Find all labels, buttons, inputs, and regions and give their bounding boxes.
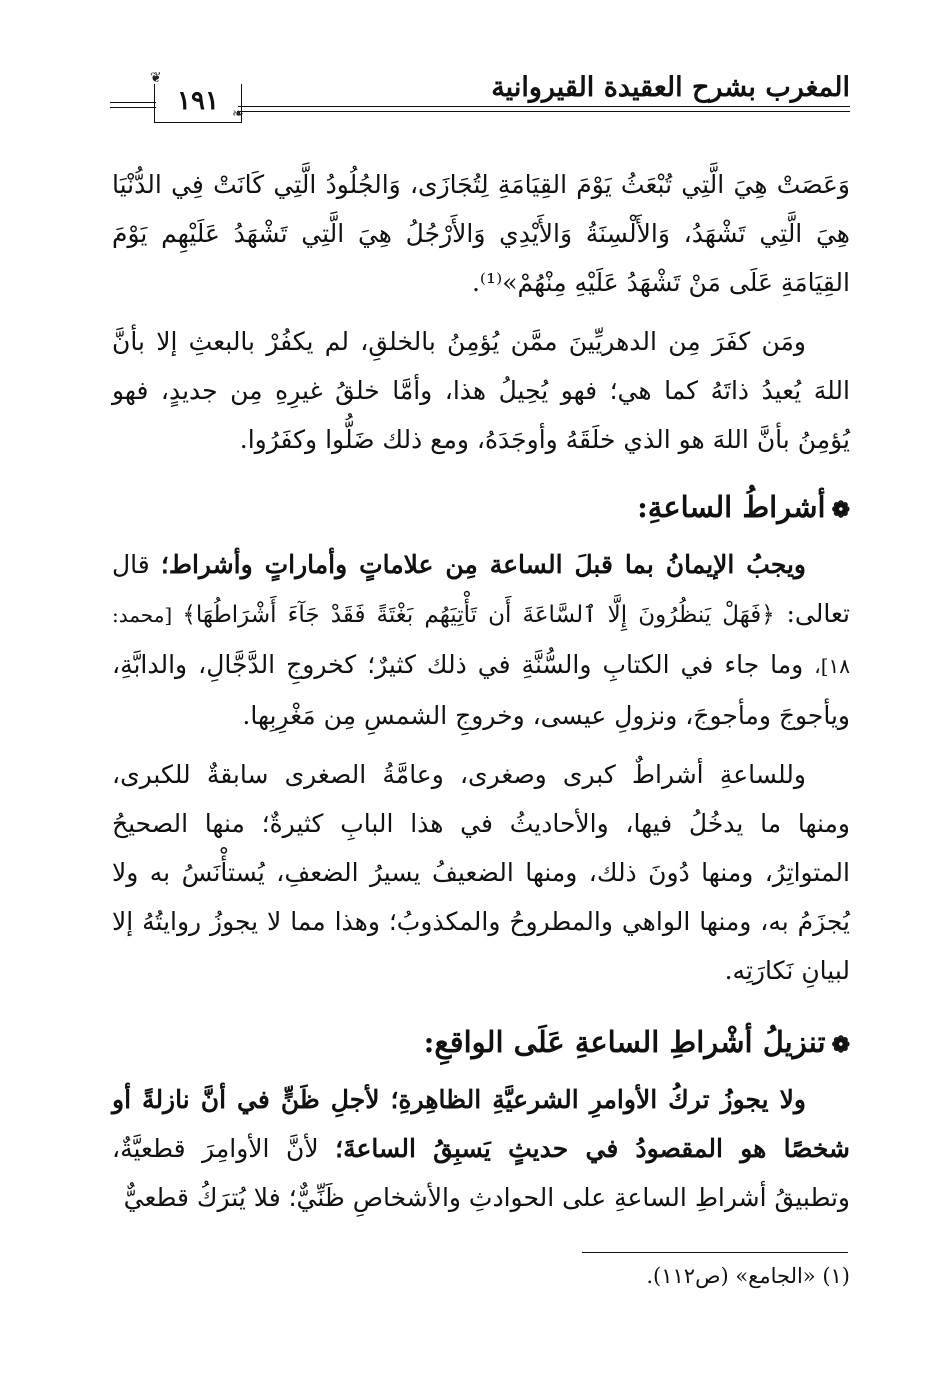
- text-block-1: [112, 160, 850, 464]
- verse-reference: [محمد: ١٨]،: [112, 603, 850, 678]
- running-header: [110, 70, 850, 122]
- quran-verse: ﴿فَهَلْ يَنظُرُونَ إِلَّا ٱلسَّاعَةَ أَن تَأْتِيَهُم بَغْتَةً فَقَدْ جَآءَ أَشْرَاطُهَا﴾: [182, 602, 775, 628]
- header-rule: [238, 111, 850, 112]
- text: لأنَّ الأوامِرَ قطعيَّةٌ، وتطبيقُ أشراطِ الساعةِ على الحوادثِ والأشخاصِ ظَنِّيٌّ؛ فلا يُترَكُ قطعيٌّ: [112, 1134, 850, 1212]
- header-rule: [110, 102, 156, 103]
- footnote-rule: [582, 1252, 848, 1253]
- ornament-icon: ❧: [232, 106, 244, 122]
- ornament-icon: ❦: [150, 70, 162, 86]
- header-rule: [110, 107, 156, 108]
- paragraph: ومَن كفَرَ مِن الدهريِّينَ ممَّن يُؤمِنُ بالخلقِ، لم يكفُرْ بالبعثِ إلا بأنَّ اللهَ يُعيدُ ذاتَهُ كما هي؛ فهو يُحِيلُ هذا، وأمَّا خلقُ غيرِهِ مِن جديدٍ، فهو يُؤمِنُ بأنَّ اللهَ هو الذي خلَقَهُ وأوجَدَهُ، ومع ذلك ضَلُّوا وكفَرُوا.: [112, 327, 850, 454]
- paragraph: [112, 1075, 850, 1222]
- text: قال تعالى:: [112, 550, 850, 628]
- bold-text: ويجبُ الإيمانُ بما قبلَ الساعة مِن علاماتٍ وأماراتٍ وأشراط؛: [160, 550, 806, 579]
- text-block-2: [112, 540, 850, 995]
- page-number: ١٩١: [154, 84, 242, 123]
- flower-icon: ❁: [831, 497, 850, 523]
- paragraph: وَعَصَتْ هِيَ الَّتِي تُبْعَثُ يَوْمَ القِيَامَةِ لِتُجَازَى، وَالجُلُودُ الَّتِي كَانَتْ فِي الدُّنْيَا هِيَ الَّتِي تَشْهَدُ، وَالأَلْسِنَةُ وَالأَيْدِي وَالأَرْجُلُ هِيَ الَّتِي تَشْهَدُ عَلَيْهِم يَوْمَ القِيَامَةِ عَلَى مَنْ تَشْهَدُ عَلَيْهِ مِنْهُمْ»⁽¹⁾.: [112, 170, 850, 297]
- paragraph: وللساعةِ أشراطٌ كبرى وصغرى، وعامَّةُ الصغرى سابقةٌ للكبرى، ومنها ما يدخُلُ فيها، والأحاديثُ في هذا البابِ كثيرةٌ؛ منها الصحيحُ المتواتِرُ، ومنها دُونَ ذلك، ومنها الضعيفُ يسيرُ الضعفِ، يُستأْنَسُ به ولا يُجزَمُ به، ومنها الواهي والمطروحُ والمكذوبُ؛ وهذا مما لا يجوزُ روايتُهُ إلا لبيانِ نَكارَتِه.: [112, 760, 850, 985]
- flower-icon: ❁: [831, 1032, 850, 1058]
- section-heading-text: تنزيلُ أشْراطِ الساعةِ عَلَى الواقعِ:: [423, 1025, 826, 1059]
- footnote: (١) «الجامع» (ص١١٢).: [646, 1264, 850, 1288]
- section-heading: [637, 490, 850, 524]
- section-heading-text: أشراطُ الساعةِ:: [637, 490, 826, 524]
- book-title: المغرب بشرح العقيدة القيروانية: [491, 72, 850, 103]
- bold-text: ولا يجوزُ تركُ الأوامرِ الشرعيَّةِ الظاهِرةِ؛ لأجلِ ظَنٍّ في أنَّ نازلةً أو شخصًا هو المقصودُ في حديثٍ يَسبِقُ الساعةَ؛: [112, 1085, 850, 1163]
- text-block-3: [112, 1075, 850, 1222]
- section-heading: [424, 1025, 850, 1059]
- text: وما جاء في الكتابِ والسُّنَّةِ في ذلك كثيرٌ؛ كخروجِ الدَّجَّالِ، والدابَّةِ، ويأجوجَ ومأجوجَ، ونزولِ عيسى، وخروجِ الشمسِ مِن مَغْرِبِها.: [112, 650, 850, 730]
- header-rule: [238, 106, 850, 107]
- paragraph: [112, 540, 850, 740]
